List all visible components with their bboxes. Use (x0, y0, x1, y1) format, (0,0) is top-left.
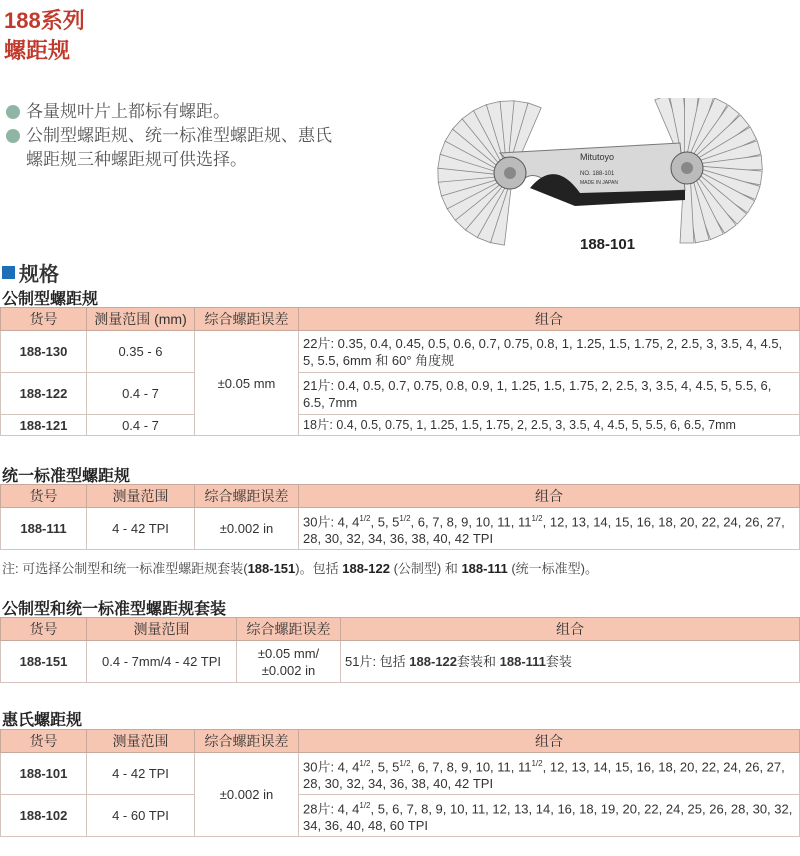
col-header: 货号 (1, 485, 87, 508)
metric-table (0, 307, 800, 436)
table-row (1, 508, 800, 550)
feature-text: 螺距规三种螺距规可供选择。 (26, 150, 247, 169)
brand-engraving: Mitutoyo (580, 152, 615, 162)
table-row (1, 331, 800, 373)
col-header: 货号 (1, 730, 87, 753)
footnote: 注: 可选择公制型和统一标准型螺距规套装(188-151)。包括 188-122 (公制型) 和 188-111 (统一标准型)。 (2, 561, 599, 576)
metric-section-title: 公制型螺距规 (2, 291, 99, 308)
cell-combo: 18片: 0.4, 0.5, 0.75, 1, 1.25, 1.5, 1.75, 2, 2.5, 3, 3.5, 4, 4.5, 5, 5.5, 6, 6.5, 7mm (299, 415, 800, 436)
cell-combo: 21片: 0.4, 0.5, 0.7, 0.75, 0.8, 0.9, 1, 1.25, 1.5, 1.75, 2, 2.5, 3, 3.5, 4, 4.5, 5, 5.5, 6, 6.5, 7mm (299, 373, 800, 415)
unified-table (0, 484, 800, 550)
cell-error: ±0.002 in (195, 753, 299, 837)
table-row (1, 641, 800, 683)
cell-error: ±0.05 mm/ ±0.002 in (237, 641, 341, 683)
col-header: 综合螺距误差 (237, 618, 341, 641)
cell-error: ±0.05 mm (195, 331, 299, 436)
col-header: 综合螺距误差 (195, 308, 299, 331)
col-header: 组合 (299, 308, 800, 331)
plate-origin-engraving: MADE IN JAPAN (580, 180, 618, 186)
series-title: 188系列 (4, 8, 85, 33)
cell-code: 188-102 (1, 795, 87, 837)
bullet-dot-icon (6, 105, 20, 119)
cell-combo: 30片: 4, $4^{1/2}$, 5, $5^{1/2}$, 6, 7, 8, 9, 10, 11, $11^{1/2}$, 12, 13, 14, 15, 16, 18, 20, 22, 24, 26, 27, 28, 30, 32, 34, 36, 38, 40, 42 TPI (299, 753, 800, 795)
spec-heading (2, 258, 59, 287)
cell-range: 0.4 - 7 (87, 415, 195, 436)
photo-caption: 188-101 (580, 236, 636, 253)
cell-code: 188-151 (1, 641, 87, 683)
cell-combo: 22片: 0.35, 0.4, 0.45, 0.5, 0.6, 0.7, 0.75, 0.8, 1, 1.25, 1.5, 1.75, 2, 2.5, 3, 3.5, 4, 4.5, 5, 5.5, 6mm 和 60° 角度规 (299, 331, 800, 373)
product-title: 螺距规 (4, 38, 71, 63)
col-header: 组合 (299, 485, 800, 508)
table-row (1, 373, 800, 415)
feature-item (6, 124, 426, 148)
cell-range: 4 - 42 TPI (87, 753, 195, 795)
cell-code: 188-122 (1, 373, 87, 415)
col-header: 组合 (341, 618, 800, 641)
col-header: 测量范围 (87, 485, 195, 508)
col-header: 货号 (1, 308, 87, 331)
feature-item (6, 100, 426, 124)
col-header: 测量范围 (87, 618, 237, 641)
cell-code: 188-130 (1, 331, 87, 373)
table-row (1, 795, 800, 837)
cell-code: 188-121 (1, 415, 87, 436)
feature-list (6, 100, 426, 172)
col-header: 货号 (1, 618, 87, 641)
spec-heading-text: 规格 (19, 264, 59, 286)
whitworth-section-title: 惠氏螺距规 (2, 712, 83, 729)
cell-range: 0.35 - 6 (87, 331, 195, 373)
col-header: 综合螺距误差 (195, 485, 299, 508)
cell-error: ±0.002 in (195, 508, 299, 550)
cell-combo: 51片: 包括 188-122套装和 188-111套装 (341, 641, 800, 683)
col-header: 组合 (299, 730, 800, 753)
cell-code: 188-101 (1, 753, 87, 795)
whitworth-table (0, 729, 800, 837)
cell-range: 0.4 - 7mm/4 - 42 TPI (87, 641, 237, 683)
col-header: 综合螺距误差 (195, 730, 299, 753)
feature-text: 公制型螺距规、统一标准型螺距规、惠氏 (26, 126, 332, 145)
table-row (1, 415, 800, 436)
plate-model-engraving: NO. 188-101 (580, 171, 615, 177)
cell-code: 188-111 (1, 508, 87, 550)
cell-range: 4 - 42 TPI (87, 508, 195, 550)
feature-text: 各量规叶片上都标有螺距。 (26, 102, 230, 121)
combo-set-section-title: 公制型和统一标准型螺距规套装 (2, 601, 227, 618)
cell-combo: 30片: 4, $4^{1/2}$, 5, $5^{1/2}$, 6, 7, 8, 9, 10, 11, $11^{1/2}$, 12, 13, 14, 15, 16, 18, 20, 22, 24, 26, 27, 28, 30, 32, 34, 36, 38, 40, 42 TPI (299, 508, 800, 550)
bullet-dot-icon (6, 129, 20, 143)
cell-range: 0.4 - 7 (87, 373, 195, 415)
col-header: 测量范围 (87, 730, 195, 753)
unified-section-title: 统一标准型螺距规 (2, 468, 131, 485)
col-header: 测量范围 (mm) (87, 308, 195, 331)
table-row (1, 753, 800, 795)
cell-range: 4 - 60 TPI (87, 795, 195, 837)
square-bullet-icon (2, 266, 15, 279)
combo-set-table (0, 617, 800, 683)
feature-item (6, 148, 426, 172)
cell-combo: 28片: 4, $4^{1/2}$, 5, 6, 7, 8, 9, 10, 11, 12, 13, 14, 16, 18, 19, 20, 22, 24, 25, 26, 28, 30, 32, 34, 36, 40, 48, 60 TPI (299, 795, 800, 837)
